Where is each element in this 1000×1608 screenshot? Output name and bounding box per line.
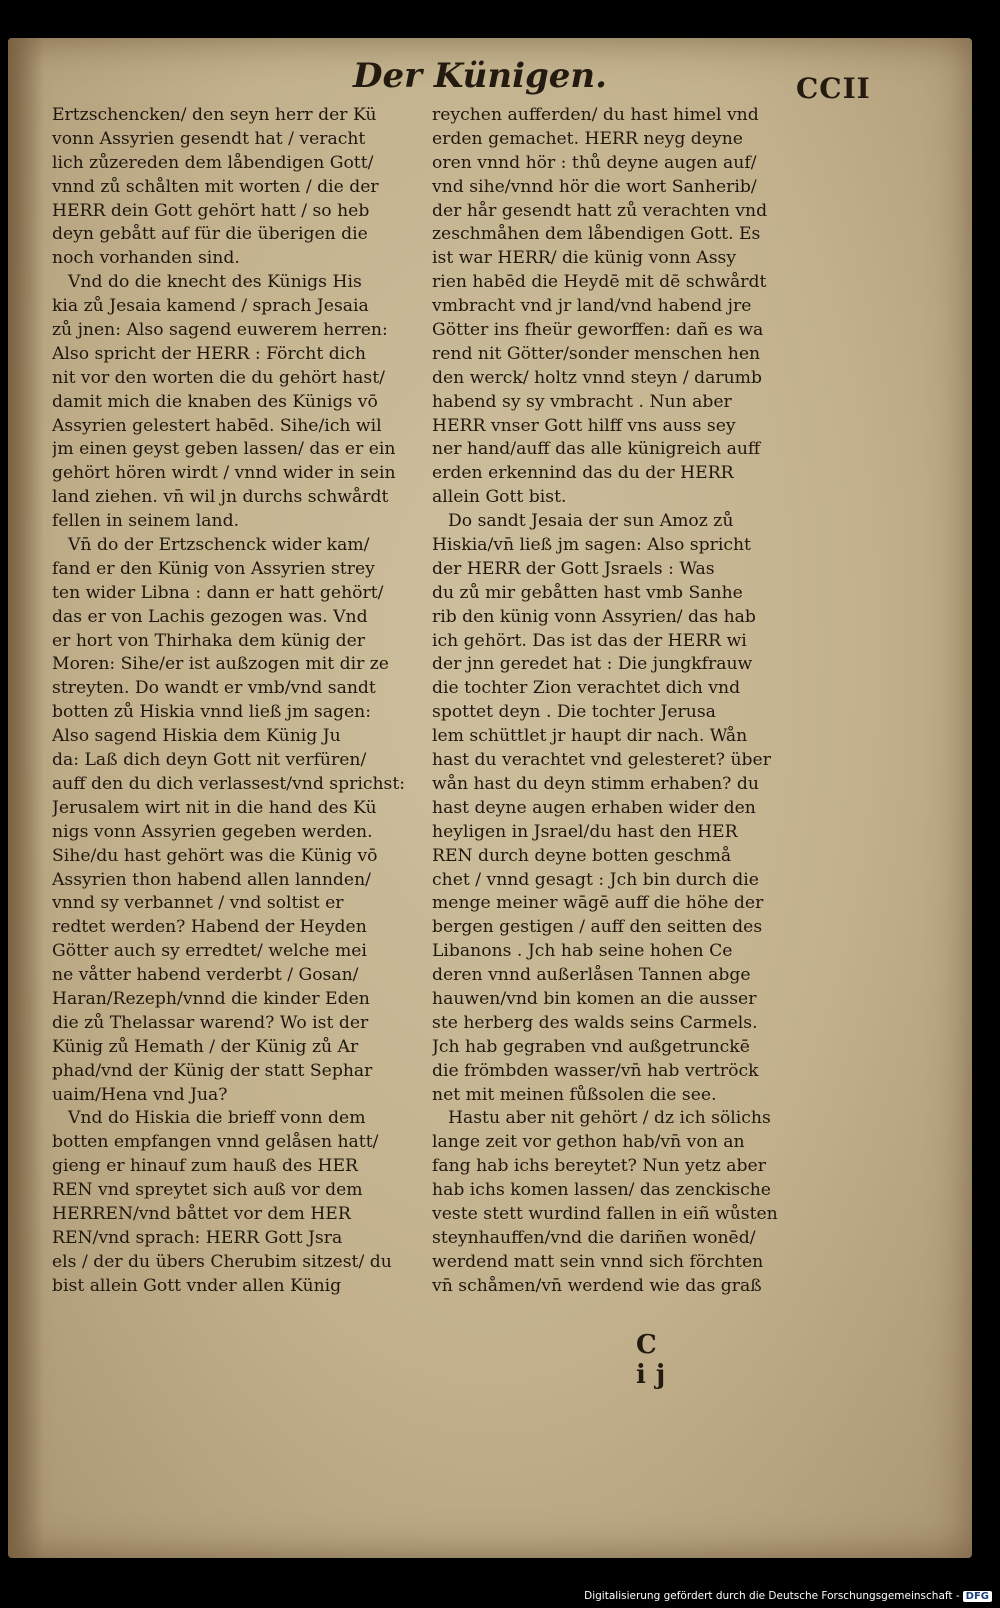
text-line: hab ichs komen lassen/ das zenckische [432, 1180, 771, 1201]
text-line: du zů mir gebåtten hast vmb Sanhe [432, 582, 743, 603]
text-line: auff den du dich verlassest/vnd sprichst: [52, 773, 406, 794]
text-line: reychen aufferden/ du hast himel vnd [432, 105, 759, 125]
text-line: botten empfangen vnnd gelåsen hatt/ [52, 1132, 379, 1153]
text-line: allein Gott bist. [432, 487, 567, 508]
text-line: streyten. Do wandt er vmb/vnd sandt [52, 678, 376, 699]
text-line: Jch hab gegraben vnd außgetrunckē [432, 1036, 750, 1057]
folio-number: CCII [796, 72, 871, 105]
text-line: Ertzschencken/ den seyn herr der Kü [52, 105, 377, 125]
text-line: Assyrien gelestert habēd. Sihe/ich wil [52, 415, 382, 436]
text-line: hast deyne augen erhaben wider den [432, 797, 756, 818]
text-line: Haran/Rezeph/vnnd die kinder Eden [52, 988, 370, 1009]
text-line: ste herberg des walds seins Carmels. [432, 1012, 758, 1033]
text-line: ten wider Libna : dann er hatt gehört/ [52, 582, 384, 603]
text-line: vnnd zů schålten mit worten / die der [52, 176, 379, 197]
text-line: damit mich die knaben des Künigs vō [52, 391, 378, 412]
text-line: REN/vnd sprach: HERR Gott Jsra [52, 1227, 343, 1248]
text-line: Künig zů Hemath / der Künig zů Ar [52, 1036, 359, 1057]
text-line: HERR dein Gott gehört hatt / so heb [52, 200, 370, 221]
text-line: Vnd do die knecht des Künigs His [68, 272, 362, 293]
text-line: Also spricht der HERR : Förcht dich [52, 343, 366, 364]
text-line: ner hand/auff das alle künigreich auff [432, 439, 761, 460]
text-line: Libanons . Jch hab seine hohen Ce [432, 941, 733, 962]
text-line: fang hab ichs bereytet? Nun yetz aber [432, 1156, 766, 1177]
text-line: ne våtter habend verderbt / Gosan/ [52, 965, 359, 986]
text-line: Do sandt Jesaia der sun Amoz zů [448, 511, 734, 532]
text-line: erden gemachet. HERR neyg deyne [432, 128, 743, 149]
text-line: hast du verachtet vnd gelesteret? über [432, 750, 771, 771]
text-line: redtet werden? Habend der Heyden [52, 917, 367, 938]
digitization-credit [580, 1590, 992, 1606]
text-line: er hort von Thirhaka dem künig der [52, 630, 365, 651]
text-line: vnnd sy verbannet / vnd soltist er [52, 893, 344, 914]
text-line: HERREN/vnd båttet vor dem HER [52, 1203, 351, 1224]
text-line: Also sagend Hiskia dem Künig Ju [52, 726, 341, 747]
text-line: bergen gestigen / auff den seitten des [432, 917, 763, 938]
text-line: fellen in seinem land. [52, 511, 240, 532]
text-line: das er von Lachis gezogen was. Vnd [52, 606, 368, 627]
text-line: rib den künig vonn Assyrien/ das hab [432, 606, 756, 627]
text-line: noch vorhanden sind. [52, 248, 240, 269]
text-line: Götter auch sy erredtet/ welche mei [52, 941, 367, 962]
text-line: Vnd do Hiskia die brieff vonn dem [68, 1108, 366, 1129]
text-line: der jnn geredet hat : Die jungkfrauw [432, 654, 753, 675]
text-line: die frömbden wasser/vn̄ hab vertröck [432, 1060, 759, 1081]
text-line: jm einen geyst geben lassen/ das er ein [52, 439, 396, 460]
text-line: der hår gesendt hatt zů verachten vnd [432, 200, 768, 221]
text-line: steynhauffen/vnd die dariñen wonēd/ [432, 1227, 756, 1248]
text-line: gieng er hinauf zum hauß des HER [52, 1156, 358, 1177]
book-page [8, 38, 972, 1558]
text-line: phad/vnd der Künig der statt Sephar [52, 1060, 373, 1081]
text-line: nigs vonn Assyrien gegeben werden. [52, 821, 373, 842]
text-line: kia zů Jesaia kamend / sprach Jesaia [52, 296, 369, 317]
text-line: Assyrien thon habend allen lannden/ [52, 869, 371, 890]
text-line: da: Laß dich deyn Gott nit verfüren/ [52, 750, 367, 771]
text-line: Sihe/du hast gehört was die Künig vō [52, 845, 378, 866]
text-line: deren vnnd außerlåsen Tannen abge [432, 965, 751, 986]
text-line: REN durch deyne botten geschmå [432, 845, 732, 866]
text-line: Hiskia/vn̄ ließ jm sagen: Also spricht [432, 535, 751, 556]
text-line: net mit meinen fůßsolen die see. [432, 1084, 717, 1105]
text-line: deyn gebått auf für die überigen die [52, 224, 368, 245]
text-line: bist allein Gott vnder allen Künig [52, 1275, 342, 1296]
running-head: Der Künigen. [353, 56, 607, 96]
text-line: menge meiner wāgē auff die höhe der [432, 893, 764, 914]
text-line: els / der du übers Cherubim sitzest/ du [52, 1251, 392, 1272]
text-line: die tochter Zion verachtet dich vnd [432, 678, 741, 699]
text-line: werdend matt sein vnnd sich förchten [432, 1251, 764, 1272]
text-line: wån hast du deyn stimm erhaben? du [432, 773, 759, 794]
text-line: Vn̄ do der Ertzschenck wider kam/ [68, 535, 370, 556]
text-line: uaim/Hena vnd Jua? [52, 1084, 228, 1105]
text-line: lange zeit vor gethon hab/vn̄ von an [432, 1132, 745, 1153]
text-line: chet / vnnd gesagt : Jch bin durch die [432, 869, 759, 890]
text-line: REN vnd spreytet sich auß vor dem [52, 1180, 363, 1201]
text-line: den werck/ holtz vnnd steyn / darumb [432, 367, 762, 388]
text-line: zeschmåhen dem låbendigen Gott. Es [432, 224, 761, 245]
text-line: habend sy sy vmbracht . Nun aber [432, 391, 732, 412]
text-column-left [52, 104, 432, 1299]
text-line: oren vnnd hör : thů deyne augen auf/ [432, 152, 757, 173]
signature-mark: C ij [636, 1330, 676, 1390]
text-line: heyligen in Jsrael/du hast den HER [432, 821, 738, 842]
text-line: lem schüttlet jr haupt dir nach. Wån [432, 726, 748, 747]
text-line: vnd sihe/vnnd hör die wort Sanherib/ [432, 176, 757, 197]
text-line: fand er den Künig von Assyrien strey [52, 558, 375, 579]
text-line: nit vor den worten die du gehört hast/ [52, 367, 385, 388]
text-line: gehört hören wirdt / vnnd wider in sein [52, 463, 396, 484]
text-line: Hastu aber nit gehört / dz ich sölichs [448, 1108, 771, 1129]
text-line: der HERR der Gott Jsraels : Was [432, 558, 715, 579]
text-column-right [432, 104, 812, 1299]
text-line: lich zůzereden dem låbendigen Gott/ [52, 152, 374, 173]
text-line: zů jnen: Also sagend euwerem herren: [52, 320, 388, 341]
text-line: erden erkennind das du der HERR [432, 463, 734, 484]
text-line: veste stett wurdind fallen in eiñ wůsten [432, 1203, 778, 1224]
text-line: ich gehört. Das ist das der HERR wi [432, 630, 747, 651]
text-line: botten zů Hiskia vnnd ließ jm sagen: [52, 702, 372, 723]
text-line: ist war HERR/ die künig vonn Assy [432, 248, 737, 269]
text-line: rend nit Götter/sonder menschen hen [432, 343, 761, 364]
credit-text: Digitalisierung gefördert durch die Deutsche Forschungsgemeinschaft - [584, 1590, 960, 1602]
text-line: HERR vnser Gott hilff vns auss sey [432, 415, 736, 436]
text-line: vmbracht vnd jr land/vnd habend jre [432, 296, 752, 317]
text-line: vonn Assyrien gesendt hat / veracht [52, 128, 366, 149]
text-line: hauwen/vnd bin komen an die ausser [432, 988, 757, 1009]
text-line: Götter ins fheür geworffen: dañ es wa [432, 320, 764, 341]
page-spine-shadow [8, 38, 44, 1558]
text-line: rien habēd die Heydē mit dē schwårdt [432, 272, 767, 293]
text-line: Jerusalem wirt nit in die hand des Kü [52, 797, 377, 818]
text-line: vn̄ schåmen/vn̄ werdend wie das graß [432, 1275, 762, 1296]
text-line: spottet deyn . Die tochter Jerusa [432, 702, 716, 723]
text-line: land ziehen. vn̄ wil jn durchs schwårdt [52, 487, 389, 508]
text-line: die zů Thelassar warend? Wo ist der [52, 1012, 369, 1033]
dfg-logo: DFG [963, 1591, 992, 1602]
text-line: Moren: Sihe/er ist außzogen mit dir ze [52, 654, 389, 675]
